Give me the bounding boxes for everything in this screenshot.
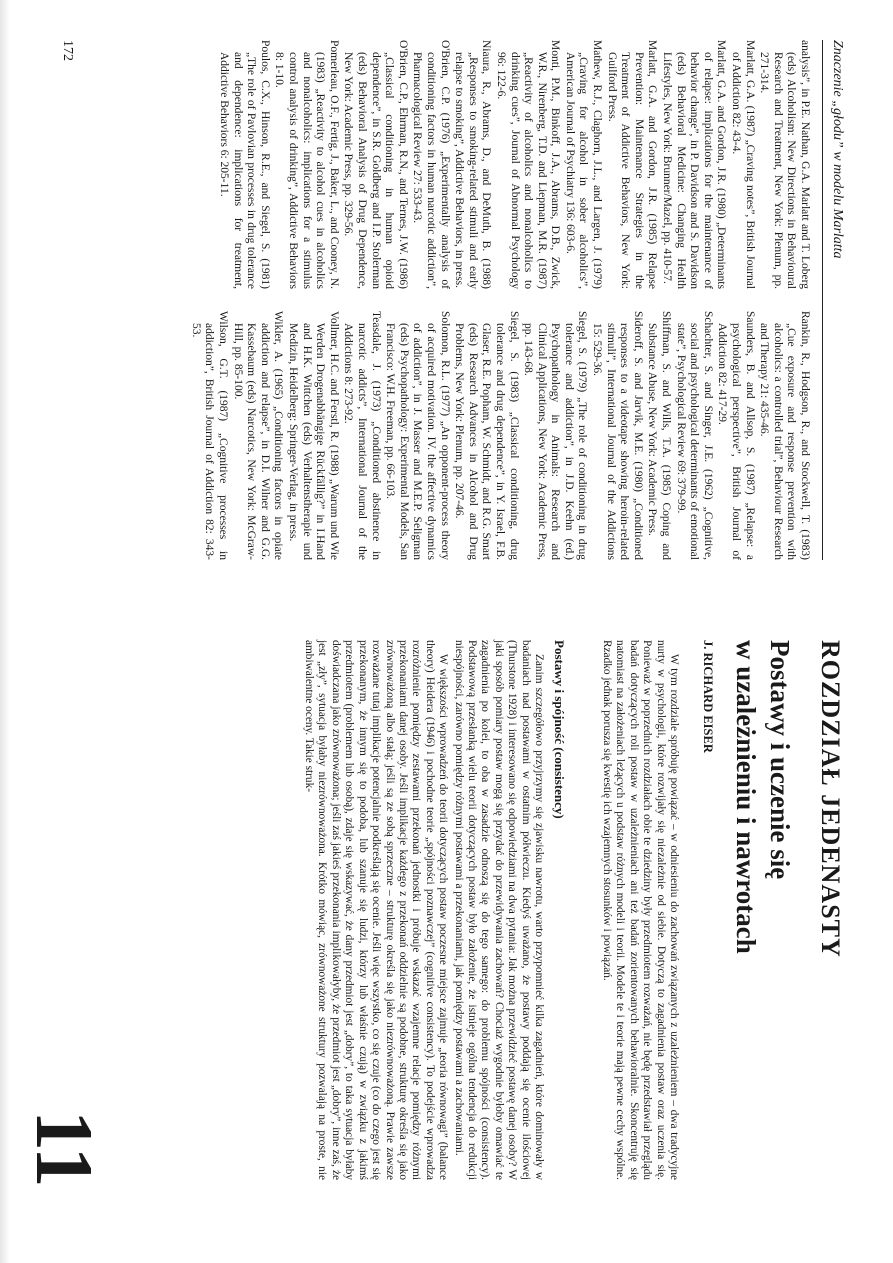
reference-entry: Teasdale, J. (1973) „Conditioned abstinence in narcotic addicts”, International Journal of the Addictions 8: 273-92. (342, 311, 382, 560)
reference-entry: O'Brien, C.P. (1976) „Experimentally analysis of conditioning factors in human narcotic addiction”, Pharmacological Review 27: 533-43. (411, 40, 451, 289)
reference-entry: Vollmer, H.C. and Ferstl, R. (1988) „Warum und Wie Werden Drogenabhängige Rückfällig?” in I.Hand and H.K. Wittchen (eds) Verhaltenstherapie und Medizin, Heidelberg: Springer-Verlag, in press. (287, 311, 340, 560)
reference-entry: Rankin, R., Hodgson, R., and Stockwell, T. (1983) „Cue exposure and response prevention with alcoholics: a controlled trial”, Behaviour Research and Therapy 21: 435-46. (758, 311, 811, 560)
section-heading: Postawy i spójność (consistency) (552, 640, 567, 819)
reference-entry: Marlatt, G.A. (1987) „Craving notes”, British Journal of Addiction 82: 43-4. (730, 40, 756, 289)
reference-entry: Schachter, S. and Singer, J.E. (1962) „Cognitive, social and psychological determinants of emotional state”, Psychological Review 69: 379-99. (674, 311, 714, 560)
reference-entry: Poulos, C.X., Hinson, R.E., and Siegel, S. (1981) „The role of Pavlovian processes in drug tolerance and dependence: implications for treatment, Addictive Behaviors 6: 205-11. (218, 40, 271, 289)
reference-entry: Shiffman, S. and Wills, T.A. (1985) Coping and Substance Abuse, New York: Academic Press. (646, 311, 673, 560)
chapter-number: 11 (19, 1110, 110, 1188)
intro-paragraph: W tym rozdziale spróbuję powiązać – w odniesieniu do zachowań związanych z uzależnieniem – dwa tradycyjne nurty w psychologii, które rozwijały się niezależnie od siebie. Dotyczą to zagadnienia postaw oraz uczenia się. Ponieważ w poprzednich rozdziałach obie te dziedziny były przedmiotem rozważań, nie będę przedstawiał przeglądu badań dotyczących roli postaw w uzależnieniach ani też badań zorientowanych behawioralnie. Skoncentruję się natomiast na założeniach leżących u podstaw różnych modeli i teorii. Modele te i teorie mają pewne cechy wspólne. Rzadko jednak porusza się kwestię ich wzajemnych stosunków i powiązań. (600, 640, 680, 1180)
running-head: Znaczenie „głodu” w modelu Marlatta (830, 40, 845, 259)
reference-entry: Wilson, G.T. (1987) „Cognitive processes in addiction”, British Journal of Addiction 82: 343-53. (189, 311, 230, 560)
reference-entry: Mathew, R.J., Claghorn, J.L., and Largen, J. (1979) „Craving for alcohol in sober alcoholics”, American Journal of Psychiatry 136: 603-6. (563, 40, 604, 289)
section-paragraph: W większości wprowadzeń do teorii dotyczących postaw poczesne miejsce zajmuje „teoria równowagi” (balance theory) Heidera (1946) i pochodne teorie „spójności poznawczej” (cognitive consistency). To podejście wprowadza rozróżnienie pomiędzy zestawami przekonań jednostki i próbuje wskazać wzajemne relacje pomiędzy różnymi przekonaniami danej osoby. Jeśli implikacje każdego z przekonań oddzielnie są podobne, strukturę określa się jako zrównoważoną albo stałą; jeśli są ze sobą sprzeczne – strukturę określa się jako niezrównoważoną. Prawie zawsze rozważane tutaj implikacje potencjalnie podkreślają się ocenie. Jeśli więc wszystko, co się czuje (co do czego jest się przekonanym, że innym się to podoba, lub szanuje się ludzi, którzy lub właśnie czują) w związku z jakimś przedmiotem (problemem lub osobą), zdaje się wskazywać, że dany przedmiot jest „dobry”, to taka sytuacja byłaby doświadczana jako zrównoważona; jeśli zaś jakieś przekonania implikowałyby, że przedmiot jest „dobry”, inne zaś, że jest „zły”, sytuacja byłaby niezrównoważona. Krótko mówiąc, zrównoważone struktury pozwalają na proste, nie ambiwalentne oceny. Takie struk- (303, 640, 450, 1180)
reference-entry: Solomon, R.L. (1977) „An opponent-process theory of acquired motivation. IV. the affective dynamics of addiction”, in J. Masser and M.E.P. Seligman (eds) Psychopathology: Experimental Models, San Francisco: W.H. Freeman, pp. 66-103. (384, 311, 451, 560)
section-paragraph: Zanim szczegółowo przyjrzymy się zjawisku nawrotu, warto przypomnieć kilka zagadnień, które dominowały w badaniach nad postawami w ostatnim półwieczu. Kiedyś uważano, że postawy poddają się ocenie ilościowej (Thurstone 1928) i interesowano się odpowiedziami na dwa pytania: Jak można przewidzieć postawę danej osoby? W jaki sposób pomiary postaw mogą się przydać do przewidywania zachowań? Chociaż wygodnie byłoby omawiać te zagadnienia po kolei, to oba w zasadzie odnoszą się do tego samego: do problemu spójności (consistency). Podstawową przesłanką wielu teorii dotyczących postaw było założenie, że istnieje ogólna tendencja do redukcji niespójności, zarówno pomiędzy różnymi postawami a przekonaniami, jak pomiędzy postawami a zachowaniami. (452, 640, 545, 1180)
reference-entry: Niaura, R., Abrams, D., and DeMuth, B. (1988) „Responses to smoking-related stimuli and early relapse to smoking”, Addictive Behaviors, in press. (453, 40, 493, 289)
reference-entry: O'Brien, C.P., Ehrman, R.N., and Ternes, J.W. (1986) „Classical conditioning in human opioid dependence”, in S.R. Goldberg and I.P. Stolerman (eds) Behavioral Analysis of Drug Dependence, New York: Academic Press, pp. 329-56. (342, 40, 409, 289)
reference-entry: Saunders, B. and Allsop, S. (1987) „Relapse: a psychological perspective”, British Journal of Addiction 82: 417-29. (716, 311, 756, 560)
page-number: 172 (60, 40, 75, 61)
reference-entry: analysis”, in P.E. Nathan, G.A. Marlatt and T. Loberg (eds) Alcoholism: New Directions in Behavioural Research and Treatment, New York: Plenum, pp. 271-314. (758, 40, 811, 289)
reference-entry: Marlatt, G.A. and Gordon, J.R. (1980) „Determinants of relapse: implications for the maintenance of behavior change”, in P. Davidson and S. Davidson (eds) Behavioral Medicine: Changing Health Lifestyles, New York: Brunner/Mazel, pp. 410-57. (661, 40, 728, 289)
reference-entry: Siegel, S. (1979) „The role of conditioning in drug tolerance and addiction”, in J.D. Keehn (ed.) Psychopathology in Animals: Research and Clinical Applications, New York: Academic Press, pp. 143-68. (522, 311, 589, 560)
chapter-title-line: Postawy i uczenie się (765, 640, 795, 880)
chapter-author: J. RICHARD EISER (701, 640, 715, 753)
reference-entry: Monti, P.M., Binkoff, J.A., Abrams, D.B., Zwick, W.R., Nirenberg, T.D. and Liepman, M.R. (1987) „Reactivity of alcoholics and nonalcoholics to drinking cues”, Journal of Abnormal Psychology 96: 122-6. (494, 40, 562, 289)
reference-entry: Marlatt, G.A. and Gordon, J.R. (1985) Relapse Prevention: Maintenance Strategies in the Treatment of Addictive Behaviors, New York: Guilford Press. (605, 40, 659, 289)
reference-entry: Wikler, A. (1965) „Conditioning factors in opiate addiction and relapse”, in D.I. Wilner and G.G. Kassebaum (eds) Narcotics, New York: McGraw-Hill, pp. 85-100. (231, 311, 285, 560)
chapter-label: ROZDZIAŁ JEDENASTY (816, 640, 845, 958)
reference-entry: Pomerleau, O.F., Fertig, J., Baker, L., and Cooney, N. (1983) „Reactivity to alcohol cues in alcoholics and nonalcoholics: implications for a stimulus control analysis of drinking”, Addictive Behaviors 8: 1-10. (273, 40, 340, 289)
reference-entry: Siegel, S. (1983) „Classical conditioning, drug tolerance and drug dependence”, in Y. Israel, F.B. Glaser, R.E. Popham, W. Schmidt, and R.G. Smart (eds) Research Advances in Alcohol and Drug Problems, New York: Plenum, pp. 207-46. (453, 311, 520, 560)
reference-entry: Sideroff, S. and Jarvik, M.E. (1980) „Conditioned responses to a videotape showing heroin-related stimuli”, International Journal of the Addictions 15: 529-36. (591, 311, 644, 560)
chapter-title-line: w uzależnieniu i nawrotach (731, 640, 761, 954)
